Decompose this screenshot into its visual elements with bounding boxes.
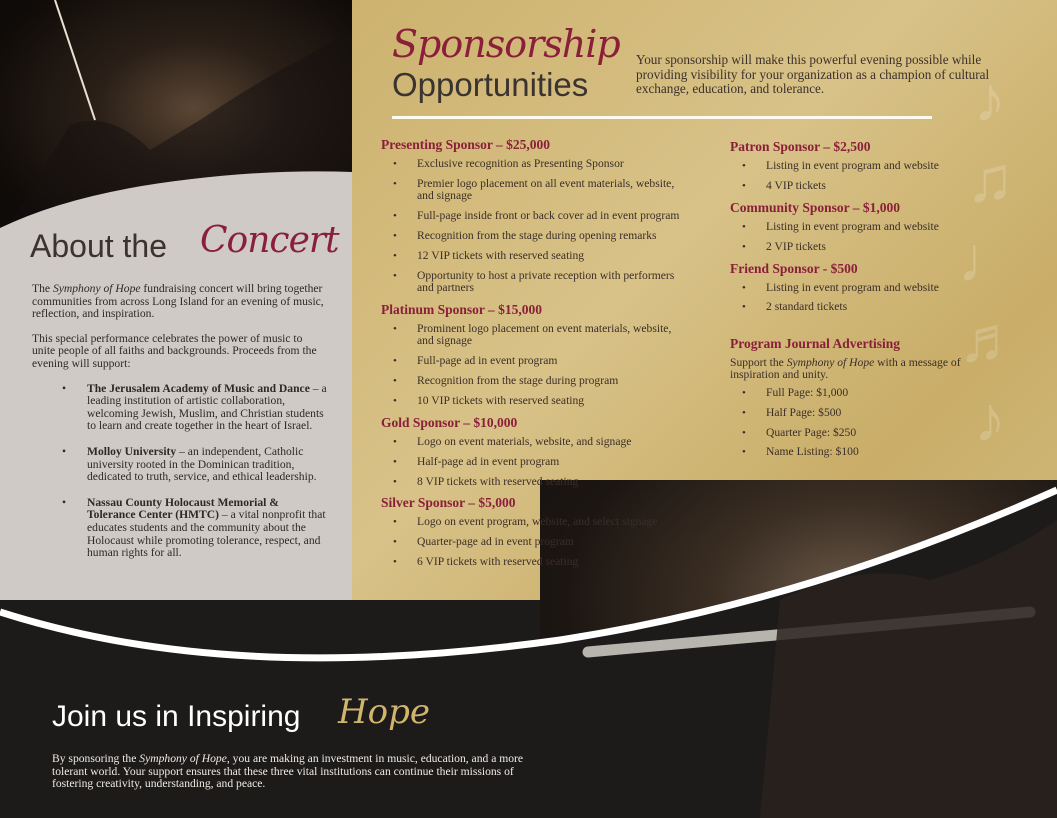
list-item: • 8 VIP tickets with reserved seating [381,476,681,488]
journal-intro-em: Symphony of Hope [786,355,875,369]
list-item: • Logo on event materials, website, and signage [381,436,681,448]
list-item: • Premier logo placement on all event materials, website, and signage [381,178,681,203]
tier-list-platinum [381,323,681,407]
list-item: • Exclusive recognition as Presenting Sponsor [381,158,681,170]
list-item: • Listing in event program and website [730,221,990,233]
tier-title-community: Community Sponsor – $1,000 [730,199,901,215]
list-item: • Quarter-page ad in event program [381,536,681,548]
sponsorship-title-script: Sponsorship [392,22,620,66]
list-item: • 2 VIP tickets [730,241,990,253]
list-item: • Recognition from the stage during program [381,375,681,387]
journal-intro-post: with a message of inspiration and unity. [730,355,961,382]
sponsorship-intro: Your sponsorship will make this powerful evening possible while providing visibility for your organization as a champion of cultural exchange, education, and tolerance. [636,52,990,96]
list-item: • Half Page: $500 [730,407,990,419]
journal-intro-pre: Support the [730,355,787,369]
list-item: • Listing in event program and website [730,160,990,172]
tier-title-presenting: Presenting Sponsor – $25,000 [381,137,551,152]
list-item: • Listing in event program and website [730,282,990,294]
list-item: • Full Page: $1,000 [730,387,990,399]
about-paragraph-2: This special performance celebrates the power of music to unite people of all faiths and backgrounds. Proceeds from the evening will support: [32,331,317,370]
music-notes-watermark: ♪ ♫ ♩ ♬ ♪ [958,64,1022,455]
list-item: • 12 VIP tickets with reserved seating [381,250,681,262]
about-body [32,283,328,573]
tier-list-community [730,221,990,253]
list-item: • Logo on event program, website, and select signage [381,516,681,528]
join-title-main: Join us in Inspiring [52,700,301,733]
tier-title-patron: Patron Sponsor – $2,500 [730,139,871,154]
beneficiary-name: The Jerusalem Academy of Music and Dance [87,381,310,395]
sponsorship-title-main: Opportunities [392,66,589,103]
journal-intro [730,357,990,382]
about-p1-post: fundraising concert will bring together communities from across Long Island for an evening of music, reflection, and inspiration. [32,282,324,321]
tier-list-gold [381,436,681,488]
about-p1-pre: The [32,282,53,295]
tier-list-patron [730,160,990,192]
join-text-post: , you are making an investment in music, education, and a more tolerant world. Your support ensures that these three vital institutions can continue their missions of fostering creativity, understanding, and peace. [52,752,524,791]
baton-shape [55,0,95,120]
about-title-main: About the [30,228,167,264]
list-item: • 4 VIP tickets [730,180,990,192]
about-p1-em: Symphony of Hope [52,282,141,295]
list-item: • Name Listing: $100 [730,446,990,458]
beneficiary-item [32,383,328,433]
list-item: • Full-page ad in event program [381,355,681,367]
tier-title-silver: Silver Sponsor – $5,000 [381,495,516,511]
beneficiary-name: Nassau County Holocaust Memorial & Tolerance Center (HMTC) [87,495,279,522]
about-paragraph-1 [32,283,328,321]
beneficiary-name: Molloy University [87,444,177,458]
beneficiary-list [32,383,328,560]
tier-list-silver [381,516,681,568]
tier-title-friend: Friend Sponsor - $500 [730,260,858,276]
list-item: • Prominent logo placement on event materials, website, and signage [381,323,681,348]
join-body [52,753,552,791]
list-item: • Half-page ad in event program [381,456,681,468]
list-item: • Recognition from the stage during opening remarks [381,230,681,242]
beneficiary-desc: – a vital nonprofit that educates students and the community about the Holocaust while promoting tolerance, respect, and human rights for all. [87,508,326,560]
join-title-script: Hope [338,692,431,732]
header-divider [392,116,932,119]
sponsor-column-left [381,137,681,576]
join-text-pre: By sponsoring the [52,752,140,765]
tier-list-friend [730,282,990,314]
sponsor-column-right [730,139,990,466]
beneficiary-desc: – a leading institution of artistic collaboration, welcoming Jewish, Muslim, and Christian students to learn and create together in the heart of Israel. [87,381,327,433]
list-item: • Opportunity to host a private reception with performers and partners [381,270,681,295]
list-item: • 2 standard tickets [730,301,990,313]
journal-title: Program Journal Advertising [730,335,900,351]
about-title-script: Concert [200,220,339,261]
list-item: • 10 VIP tickets with reserved seating [381,395,681,407]
list-item: • Quarter Page: $250 [730,427,990,439]
beneficiary-item [32,446,328,484]
list-item: • Full-page inside front or back cover ad in event program [381,210,681,222]
tier-title-gold: Gold Sponsor – $10,000 [381,414,518,430]
beneficiary-desc: – an independent, Catholic university rooted in the Dominican tradition, dedicated to truth, service, and ethical leadership. [87,444,317,484]
beneficiary-item [32,497,328,560]
join-text-em: Symphony of Hope [139,752,227,765]
journal-list [730,387,990,459]
tier-list-presenting [381,158,681,294]
tier-title-platinum: Platinum Sponsor – $15,000 [381,301,543,317]
list-item: • 6 VIP tickets with reserved seating [381,556,681,568]
